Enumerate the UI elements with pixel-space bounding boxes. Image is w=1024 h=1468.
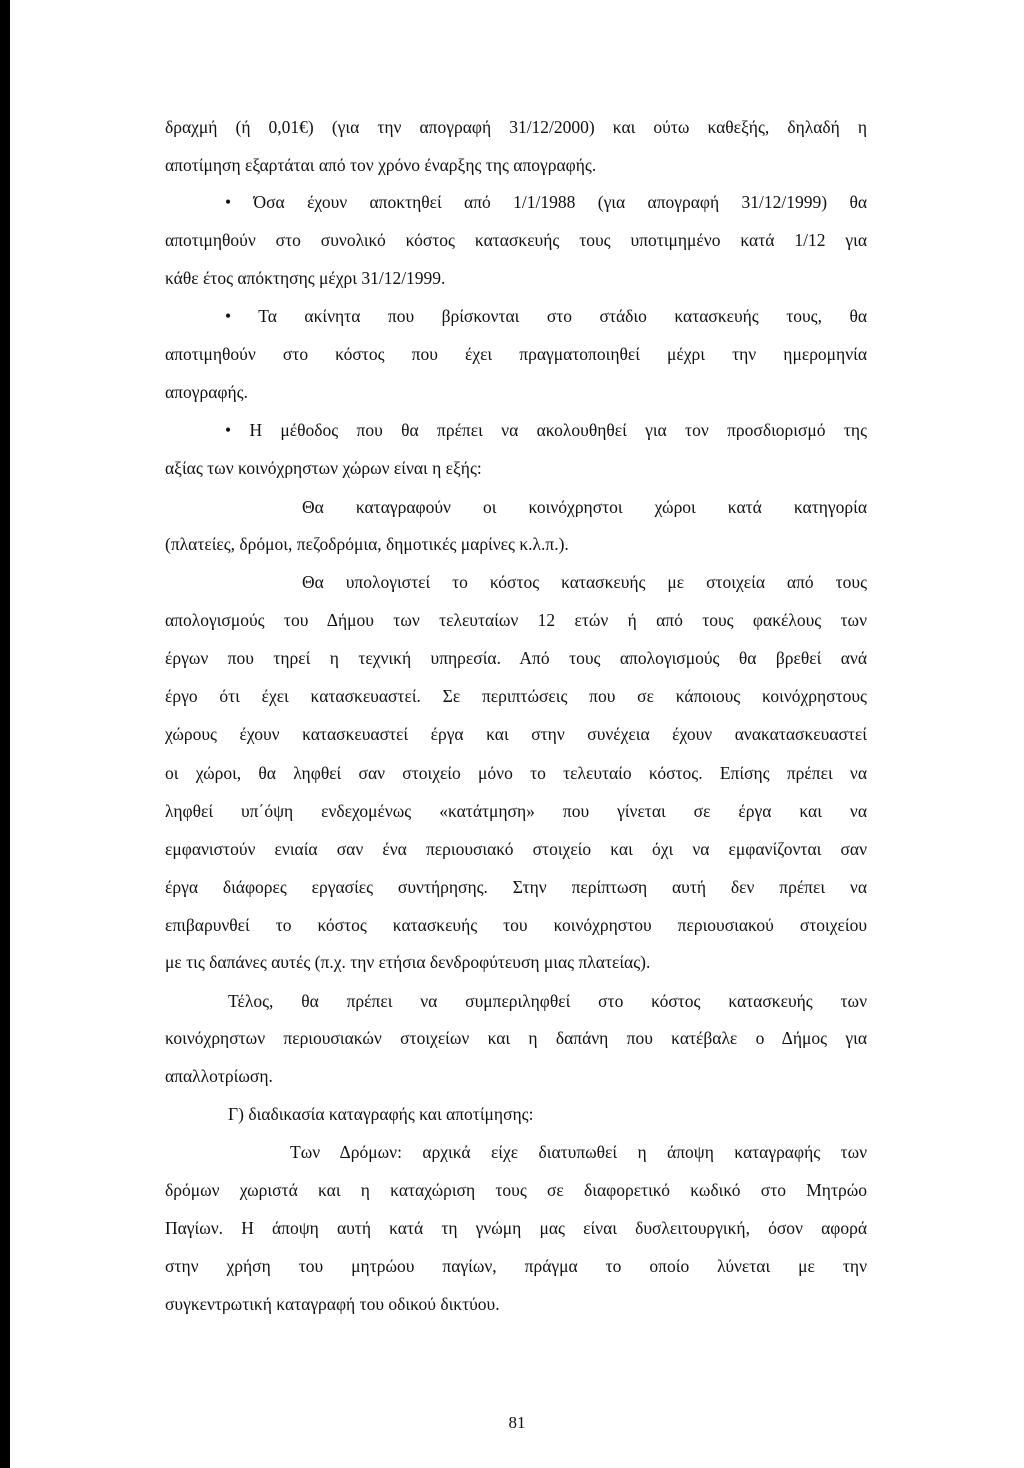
text-line: κοινόχρηστων περιουσιακών στοιχείων και η δαπάνη που κατέβαλε ο Δήμος για (165, 1028, 867, 1048)
text-line: αποτίμηση εξαρτάται από τον χρόνο έναρξης της απογραφής. (165, 155, 597, 175)
text-line: οι χώροι, θα ληφθεί σαν στοιχείο μόνο το τελευταίο κόστος. Επίσης πρέπει να (165, 763, 867, 783)
text-line: δραχμή (ή 0,01€) (για την απογραφή 31/12/2000) και ούτω καθεξής, δηλαδή η (165, 117, 867, 137)
text-line: χώρους έχουν κατασκευαστεί έργα και στην συνέχεια έχουν ανακατασκευαστεί (165, 724, 867, 744)
text-line: απολογισμούς του Δήμου των τελευταίων 12 ετών ή από τους φακέλους των (165, 610, 867, 630)
text-line: • Τα ακίνητα που βρίσκονται στο στάδιο κατασκευής τους, θα (225, 306, 867, 326)
text-line: Γ) διαδικασία καταγραφής και αποτίμησης: (228, 1104, 534, 1124)
text-line: (πλατείες, δρόμοι, πεζοδρόμια, δημοτικές μαρίνες κ.λ.π.). (165, 534, 569, 554)
text-line: δρόμων χωριστά και η καταχώριση τους σε διαφορετικό κωδικό στο Μητρώο (165, 1180, 867, 1200)
text-line: στην χρήση του μητρώου παγίων, πράγμα το οποίο λύνεται με την (165, 1256, 867, 1276)
text-line: Θα καταγραφούν οι κοινόχρηστοι χώροι κατά κατηγορία (302, 497, 867, 517)
text-line: αποτιμηθούν στο συνολικό κόστος κατασκευής τους υποτιμημένο κατά 1/12 για (165, 230, 867, 250)
text-line: έργα διάφορες εργασίες συντήρησης. Στην περίπτωση αυτή δεν πρέπει να (165, 877, 867, 897)
page-number: 81 (508, 1413, 526, 1432)
text-line: απαλλοτρίωση. (165, 1066, 273, 1086)
text-line: Τέλος, θα πρέπει να συμπεριληφθεί στο κόστος κατασκευής των (228, 991, 867, 1011)
text-line: • Όσα έχουν αποκτηθεί από 1/1/1988 (για απογραφή 31/12/1999) θα (225, 192, 867, 212)
text-line: επιβαρυνθεί το κόστος κατασκευής του κοινόχρηστου περιουσιακού στοιχείου (165, 915, 867, 935)
text-line: με τις δαπάνες αυτές (π.χ. την ετήσια δενδροφύτευση μιας πλατείας). (165, 952, 651, 972)
text-line: Θα υπολογιστεί το κόστος κατασκευής με στοιχεία από τους (302, 572, 867, 592)
document-page (10, 0, 1024, 1468)
text-line: Παγίων. Η άποψη αυτή κατά τη γνώμη μας είναι δυσλειτουργική, όσον αφορά (165, 1218, 867, 1238)
text-line: κάθε έτος απόκτησης μέχρι 31/12/1999. (165, 268, 446, 288)
text-line: αποτιμηθούν στο κόστος που έχει πραγματοποιηθεί μέχρι την ημερομηνία (165, 344, 867, 364)
text-line: εμφανιστούν ενιαία σαν ένα περιουσιακό στοιχείο και όχι να εμφανίζονται σαν (165, 839, 867, 859)
text-line: Των Δρόμων: αρχικά είχε διατυπωθεί η άποψη καταγραφής των (290, 1142, 867, 1162)
text-line: • Η μέθοδος που θα πρέπει να ακολουθηθεί για τον προσδιορισμό της (225, 420, 867, 440)
text-line: αξίας των κοινόχρηστων χώρων είναι η εξής: (165, 458, 482, 478)
text-line: ληφθεί υπ΄όψη ενδεχομένως «κατάτμηση» που γίνεται σε έργα και να (165, 801, 867, 821)
text-line: έργων που τηρεί η τεχνική υπηρεσία. Από τους απολογισμούς θα βρεθεί ανά (165, 648, 867, 668)
text-line: έργο ότι έχει κατασκευαστεί. Σε περιπτώσεις που σε κάποιους κοινόχρηστους (165, 686, 867, 706)
text-line: απογραφής. (165, 382, 248, 402)
text-line: συγκεντρωτική καταγραφή του οδικού δικτύου. (165, 1294, 500, 1314)
